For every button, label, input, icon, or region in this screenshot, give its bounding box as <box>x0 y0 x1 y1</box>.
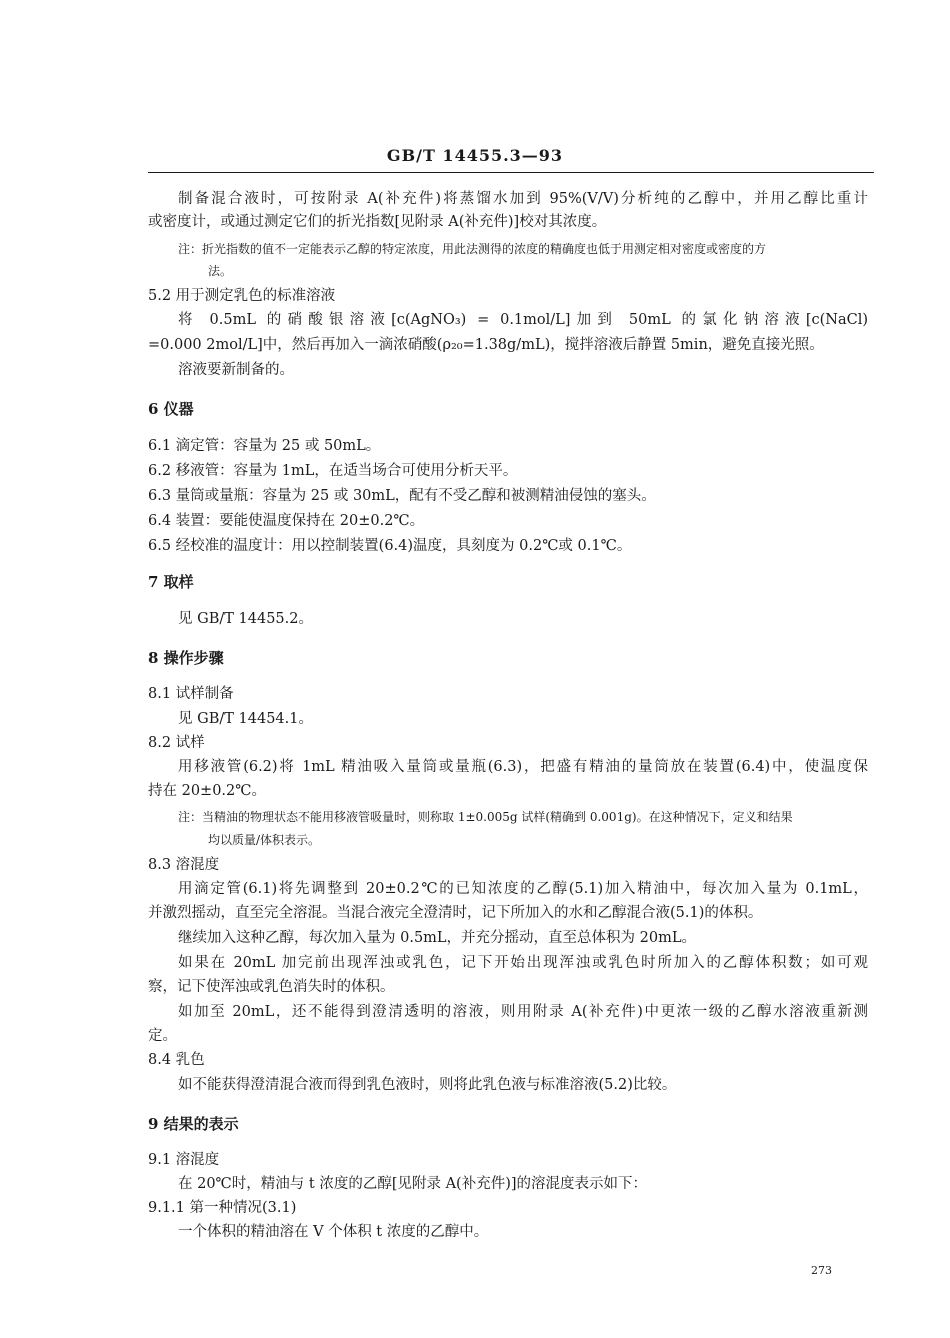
section-8-1-heading: 8.1 试样制备 <box>148 686 234 702</box>
para-5-2-line-3: 溶液要新制备的。 <box>178 362 294 378</box>
section-9-1-heading: 9.1 溶混度 <box>148 1152 220 1168</box>
para-8-3b: 继续加入这种乙醇，每次加入量为 0.5mL，并充分摇动，直至总体积为 20mL。 <box>178 930 696 946</box>
para-8-2-line-2: 持在 20±0.2℃。 <box>148 783 266 799</box>
para-5-1-line-2: 或密度计，或通过测定它们的折光指数[见附录 A(补充件)]校对其浓度。 <box>148 214 607 230</box>
para-7: 见 GB/T 14455.2。 <box>178 611 313 627</box>
section-7-heading: 7 取样 <box>148 573 194 591</box>
page-header: GB/T 14455.3—93 <box>386 146 564 165</box>
item-6-3: 6.3 量筒或量瓶：容量为 25 或 30mL，配有不受乙醇和被测精油侵蚀的塞头。 <box>148 488 656 504</box>
section-8-2-heading: 8.2 试样 <box>148 735 205 751</box>
para-8-3d-line-1: 如加至 20mL，还不能得到澄清透明的溶液，则用附录 A(补充件)中更浓一级的乙醇水溶液重新测 <box>178 1004 868 1020</box>
section-8-heading: 8 操作步骤 <box>148 649 224 667</box>
para-8-3a-line-2: 并激烈摇动，直至完全溶混。当混合液完全澄清时，记下所加入的水和乙醇混合液(5.1)的体积。 <box>148 905 763 921</box>
para-8-3c-line-1: 如果在 20mL 加完前出现浑浊或乳色，记下开始出现浑浊或乳色时所加入的乙醇体积数；如可观 <box>178 955 868 971</box>
para-8-3d-line-2: 定。 <box>148 1028 177 1044</box>
para-8-3a-line-1: 用滴定管(6.1)将先调整到 20±0.2℃的已知浓度的乙醇(5.1)加入精油中，每次加入量为 0.1mL， <box>178 881 868 897</box>
header-rule <box>148 172 874 173</box>
para-5-1-line-1: 制备混合液时，可按附录 A(补充件)将蒸馏水加到 95%(V/V)分析纯的乙醇中，并用乙醇比重计 <box>178 191 868 207</box>
para-5-2-line-1: 将 0.5mL 的硝酸银溶液[c(AgNO₃) = 0.1mol/L]加到 50mL 的氯化钠溶液[c(NaCl) <box>178 312 868 328</box>
note-1-line-1: 注：折光指数的值不一定能表示乙醇的特定浓度，用此法测得的浓度的精确度也低于用测定相对密度或密度的方 <box>178 242 767 256</box>
para-8-2-line-1: 用移液管(6.2)将 1mL 精油吸入量筒或量瓶(6.3)，把盛有精油的量筒放在装置(6.4)中，使温度保 <box>178 759 868 775</box>
section-9-1-1-heading: 9.1.1 第一种情况(3.1) <box>148 1200 297 1216</box>
note-1-line-2: 法。 <box>208 264 233 278</box>
item-6-2: 6.2 移液管：容量为 1mL，在适当场合可使用分析天平。 <box>148 463 518 479</box>
para-9-1: 在 20℃时，精油与 t 浓度的乙醇[见附录 A(补充件)]的溶混度表示如下： <box>178 1176 648 1192</box>
section-8-3-heading: 8.3 溶混度 <box>148 857 220 873</box>
section-9-heading: 9 结果的表示 <box>148 1115 239 1133</box>
para-8-4: 如不能获得澄清混合液而得到乳色液时，则将此乳色液与标准溶液(5.2)比较。 <box>178 1077 677 1093</box>
note-2-line-1: 注：当精油的物理状态不能用移液管吸量时，则称取 1±0.005g 试样(精确到 0.001g)。在这种情况下，定义和结果 <box>178 810 793 824</box>
para-8-3c-line-2: 察，记下使浑浊或乳色消失时的体积。 <box>148 979 395 995</box>
item-6-4: 6.4 装置：要能使温度保持在 20±0.2℃。 <box>148 513 425 529</box>
item-6-5: 6.5 经校准的温度计：用以控制装置(6.4)温度，具刻度为 0.2℃或 0.1℃。 <box>148 538 632 554</box>
para-5-2-line-2: =0.000 2mol/L]中，然后再加入一滴浓硝酸(ρ₂₀=1.38g/mL)，搅拌溶液后静置 5min，避免直接光照。 <box>148 337 824 353</box>
page-number: 273 <box>811 1264 832 1277</box>
section-5-2-heading: 5.2 用于测定乳色的标准溶液 <box>148 288 336 304</box>
para-9-1-1: 一个体积的精油溶在 V 个体积 t 浓度的乙醇中。 <box>178 1224 489 1240</box>
section-6-heading: 6 仪器 <box>148 400 194 418</box>
item-6-1: 6.1 滴定管：容量为 25 或 50mL。 <box>148 438 381 454</box>
para-8-1: 见 GB/T 14454.1。 <box>178 711 313 727</box>
section-8-4-heading: 8.4 乳色 <box>148 1052 205 1068</box>
note-2-line-2: 均以质量/体积表示。 <box>208 833 321 847</box>
